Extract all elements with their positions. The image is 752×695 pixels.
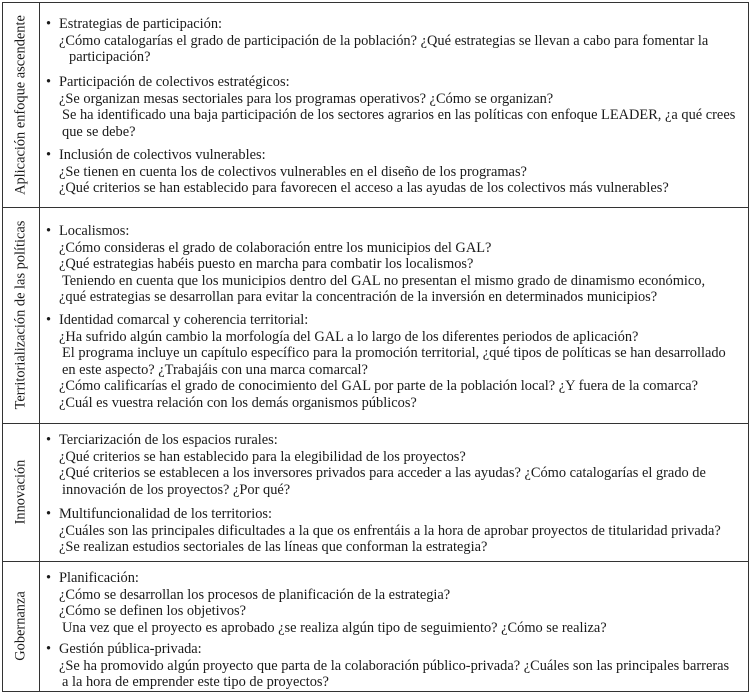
question-line: ¿Qué criterios se han establecido para la elegibilidad de los proyectos? <box>59 448 466 465</box>
bullet-item <box>46 641 744 691</box>
question-line: ¿Cómo catalogarías el grado de participación de la población? ¿Qué estrategias se llevan a cabo para fomentar la <box>59 32 709 49</box>
section-label: Aplicación enfoque ascendente <box>12 15 29 195</box>
question-line: ¿Se realizan estudios sectoriales de las líneas que conforman la estrategia? <box>59 539 488 556</box>
bullet-item <box>46 16 744 66</box>
section-label: Territorialización de las políticas <box>12 220 29 410</box>
question-line: ¿Cómo consideras el grado de colaboración entre los municipios del GAL? <box>59 239 492 256</box>
question-line: El programa incluye un capítulo específico para la promoción territorial, ¿qué tipos de políticas se han desarrollado <box>62 345 726 362</box>
section-label-cell <box>3 207 40 423</box>
question-line: ¿Se tienen en cuenta los de colectivos vulnerables en el diseño de los programas? <box>59 163 527 180</box>
bullet-item <box>46 74 744 140</box>
section-label-cell <box>3 423 40 561</box>
question-line: Una vez que el proyecto es aprobado ¿se realiza algún tipo de seguimiento? ¿Cómo se realiza? <box>62 619 607 636</box>
bullet-title: • Identidad comarcal y coherencia territorial: <box>46 312 744 329</box>
bullet-title: • Localismos: <box>46 223 744 240</box>
bullet-title: • Planificación: <box>46 570 744 587</box>
question-line: ¿Cómo calificarías el grado de conocimiento del GAL por parte de la población local? ¿Y fuera de la comarca? <box>59 378 699 395</box>
question-line: ¿Ha sufrido algún cambio la morfología del GAL a lo largo de los diferentes periodos de aplicación? <box>59 328 639 345</box>
question-line: que se debe? <box>62 123 136 140</box>
question-line: a la hora de emprender este tipo de proyectos? <box>62 674 329 691</box>
section-row <box>3 561 748 691</box>
section-content <box>40 207 748 423</box>
question-line: Teniendo en cuenta que los municipios dentro del GAL no presentan el mismo grado de dinamismo económico, <box>62 272 706 289</box>
bullet-item <box>46 570 744 636</box>
section-row <box>3 423 748 562</box>
question-line: ¿Se organizan mesas sectoriales para los programas operativos? ¿Cómo se organizan? <box>59 90 554 107</box>
section-row <box>3 3 748 208</box>
question-line: ¿Qué criterios se han establecido para favorecen el acceso a las ayudas de los colectivos más vulnerables? <box>59 180 669 197</box>
bullet-title: • Inclusión de colectivos vulnerables: <box>46 147 744 164</box>
question-line: ¿Cuál es vuestra relación con los demás organismos públicos? <box>59 394 417 411</box>
bullet-item <box>46 506 744 556</box>
bullet-item <box>46 312 744 412</box>
section-label-cell <box>3 3 40 207</box>
question-line: ¿Qué criterios se establecen a los inversores privados para acceder a las ayudas? ¿Cómo catalogarías el grado de <box>59 465 706 482</box>
bullet-item <box>46 223 744 306</box>
bullet-item <box>46 147 744 197</box>
interview-guide-table <box>2 2 749 692</box>
bullet-title: • Participación de colectivos estratégicos: <box>46 74 744 91</box>
question-line: ¿qué estrategias se desarrollan para evitar la concentración de la inversión en determinados municipios? <box>59 289 658 306</box>
bullet-item <box>46 432 744 498</box>
question-line: ¿Se ha promovido algún proyecto que parta de la colaboración público-privada? ¿Cuáles son las principales barreras <box>59 657 730 674</box>
section-label: Gobernanza <box>12 591 29 661</box>
section-row <box>3 207 748 424</box>
section-label: Innovación <box>12 459 29 525</box>
question-line: ¿Qué estrategias habéis puesto en marcha para combatir los localismos? <box>59 256 474 273</box>
question-line: participación? <box>69 49 151 66</box>
bullet-title: • Multifuncionalidad de los territorios: <box>46 506 744 523</box>
bullet-title: • Estrategias de participación: <box>46 16 744 33</box>
bullet-title: • Gestión pública-privada: <box>46 641 744 658</box>
section-content <box>40 561 748 691</box>
question-line: Se ha identificado una baja participación de los sectores agrarios en las políticas con enfoque LEADER, ¿a qué crees <box>62 107 736 124</box>
question-line: en este aspecto? ¿Trabajáis con una marca comarcal? <box>62 361 368 378</box>
question-line: innovación de los proyectos? ¿Por qué? <box>62 481 291 498</box>
section-label-cell <box>3 561 40 691</box>
section-content <box>40 423 748 561</box>
question-line: ¿Cómo se definen los objetivos? <box>59 603 247 620</box>
bullet-title: • Terciarización de los espacios rurales: <box>46 432 744 449</box>
question-line: ¿Cómo se desarrollan los procesos de planificación de la estrategia? <box>59 586 451 603</box>
section-content <box>40 3 748 207</box>
question-line: ¿Cuáles son las principales dificultades a la que os enfrentáis a la hora de aprobar proyectos de titularidad privada? <box>59 522 721 539</box>
